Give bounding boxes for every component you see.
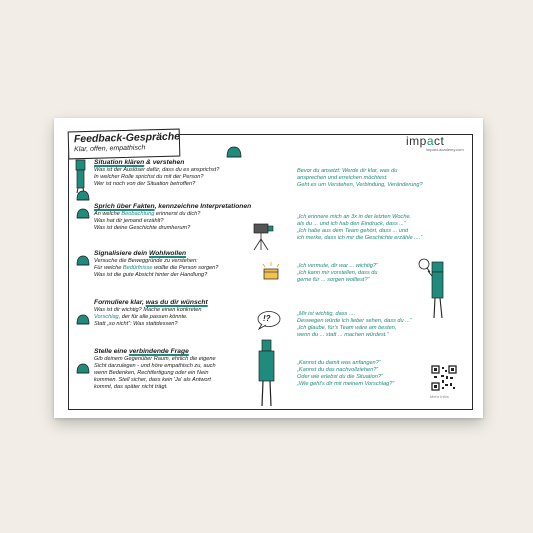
section-line: In welcher Rolle sprichst du mit der Person? <box>94 174 204 181</box>
section-line: wenn Bedenken, Rechtfertigung oder ein Nein <box>94 370 209 377</box>
helmet-icon <box>76 363 90 374</box>
helmet-icon <box>76 190 90 201</box>
helmet-icon <box>76 208 90 219</box>
treasure-chest-icon <box>259 261 283 281</box>
section-line: Vorschlag, der für alle passen könnte. <box>94 314 188 321</box>
section-heading: Sprich über Fakten, kennzeichne Interpretationen <box>94 203 252 210</box>
speech-bubble-text: !? <box>263 314 271 323</box>
section-goodwill-tip: „Ich vermute, dir war ... wichtig?“ „Ich kann mir vorstellen, dass du gerne für ... sorgen wolltest?“ <box>297 263 378 284</box>
section-clarify-tip: Bevor du ansetzt: Werde dir klar, was du ansprechen und erreichen möchtest. Geht es um Verstehen, Verbindung, Veränderung? <box>297 168 423 189</box>
section-line: Gib deinem Gegenüber Raum, ehrlich die eigene <box>94 356 216 362</box>
card-subtitle: Klar, offen, empathisch <box>74 144 146 154</box>
section-line: Was hat dir jemand erzählt? <box>94 218 164 225</box>
section-line: Was ist der Auslöser dafür, dass du es ansprichst? <box>94 167 220 173</box>
section-facts-tip: „Ich erinnere mich an 3x in der letzten Woche, als du ... und ich hab den Eindruck, dass ...“ „Ich habe aus dem Team gehört, dass ... und ich merke, dass ich mir die Geschichte erzähle ....“ <box>297 214 423 242</box>
section-line: Versuche die Beweggründe zu verstehen: <box>94 258 198 264</box>
section-heading: Situation klären & verstehen <box>94 159 185 166</box>
helmet-icon <box>76 314 90 325</box>
section-question <box>94 347 216 391</box>
section-goodwill <box>94 249 218 279</box>
logo-wordmark: impact <box>406 134 445 148</box>
section-wish <box>94 298 208 328</box>
qr-label: Mehr Infos <box>430 394 449 399</box>
title-box <box>68 129 181 160</box>
section-line: Was ist die gute Absicht hinter der Handlung? <box>94 272 208 279</box>
standing-person-icon <box>254 338 278 408</box>
impact-logo <box>406 134 464 156</box>
section-heading: Signalisiere dein Wohlwollen <box>94 250 187 257</box>
section-line: kommen. Stell sicher, dass kein 'Ja' als Antwort <box>94 377 211 384</box>
feedback-card <box>54 118 483 418</box>
helmet-icon-small <box>226 146 242 158</box>
section-clarify <box>94 158 219 188</box>
section-line: kommt, das später nicht trägt. <box>94 384 168 391</box>
section-line: Was ist dir wichtig? Mache einen konkreten <box>94 307 202 313</box>
person-with-sign-icon <box>70 158 90 194</box>
qr-code <box>431 365 457 391</box>
section-line: Für welche Bedürfnisse wollte die Person sorgen? <box>94 265 219 272</box>
helmet-icon <box>76 255 90 266</box>
section-line: An welche Beobachtung erinnerst du dich? <box>94 211 201 217</box>
card-title: Feedback-Gespräche <box>73 130 181 146</box>
section-line: Statt „so nicht“: Was stattdessen? <box>94 321 178 328</box>
person-with-magnifier-icon <box>416 256 452 320</box>
logo-url: impact-academy.com <box>426 147 464 152</box>
section-line: Was ist deine Geschichte drumherum? <box>94 225 191 232</box>
section-heading: Stelle eine verbindende Frage <box>94 348 189 355</box>
section-line: Sicht darzulegen - und höre empathisch zu, auch <box>94 363 216 370</box>
section-line: Wer ist noch von der Situation betroffen? <box>94 181 196 188</box>
section-question-tip: „Kannst du damit was anfangen?“ „Kannst du das nachvollziehen?“ Oder wie erlebst du die Situation?“ „Wie geht's dir mit meinem Vorschlag?“ <box>297 360 395 388</box>
section-wish-tip: „Mir ist wichtig, dass .... Deswegen würde ich lieber sehen, dass du ...“ „Ich glaube, für's Team wäre am besten, wenn du ... statt ... machen würdest.“ <box>297 311 412 339</box>
camera-tripod-icon <box>250 221 276 251</box>
section-heading: Formuliere klar, was du dir wünscht <box>94 299 208 306</box>
section-facts <box>94 202 251 232</box>
